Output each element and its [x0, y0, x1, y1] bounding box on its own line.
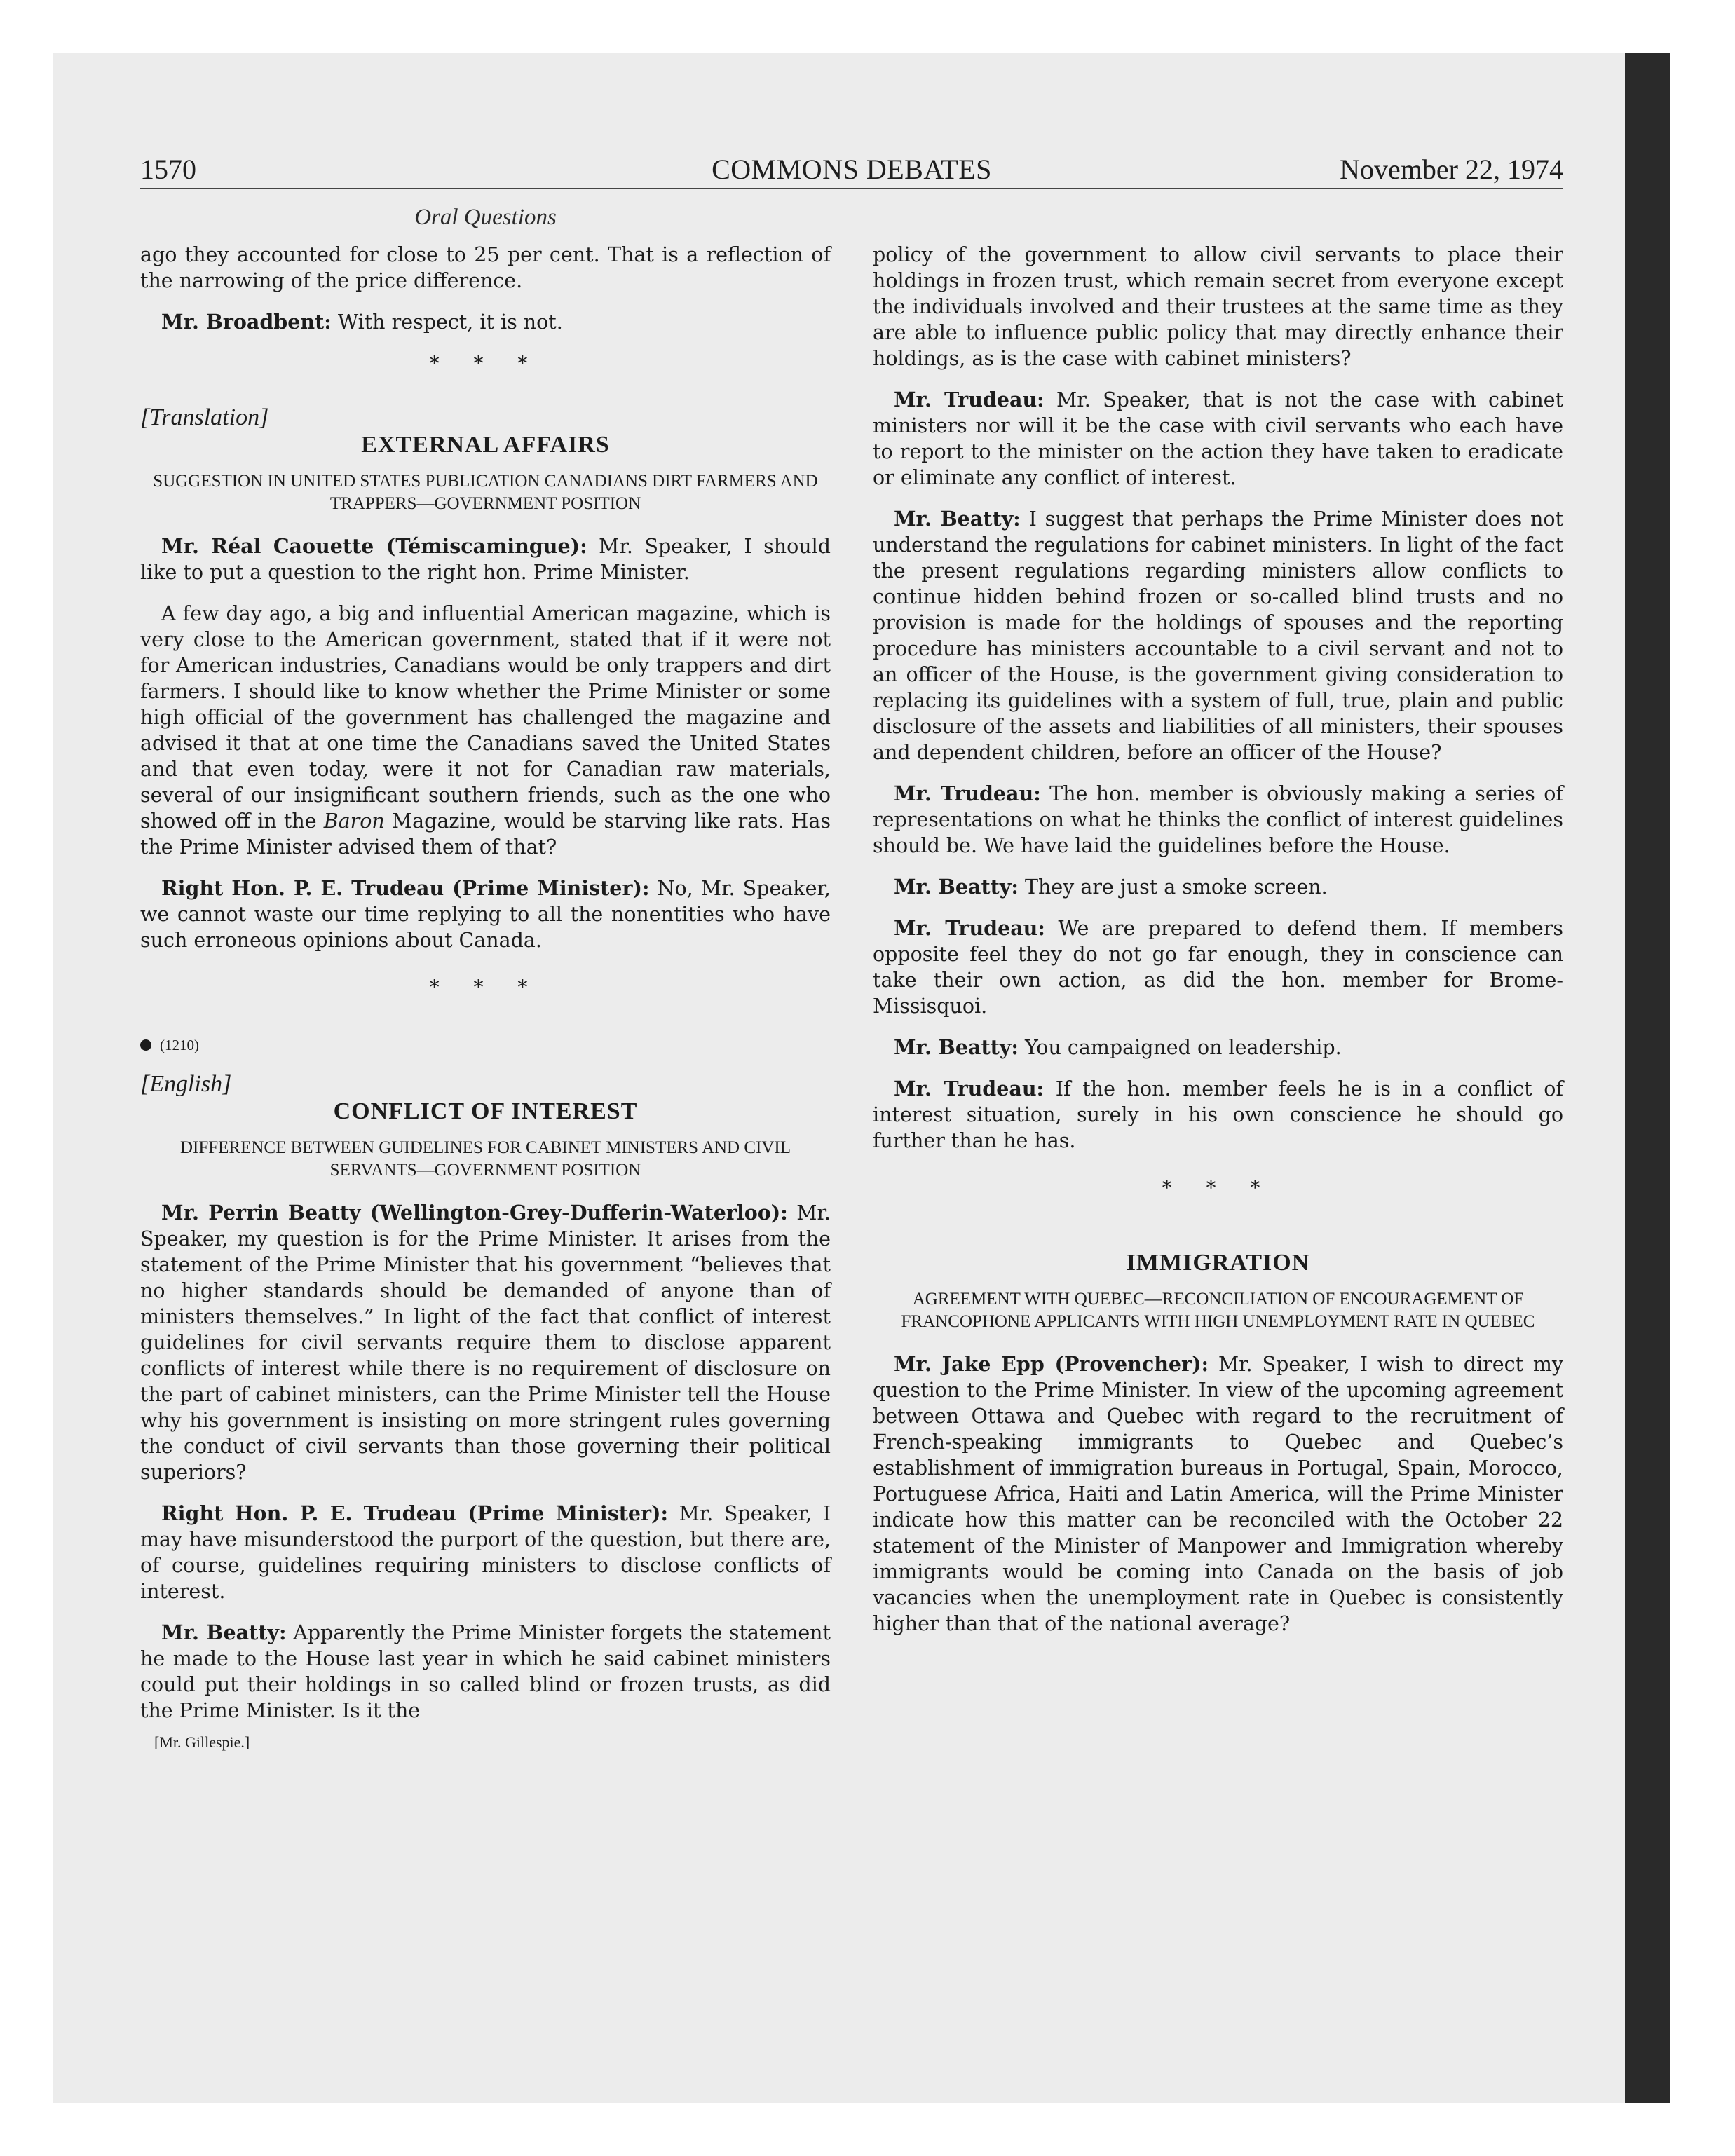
speaker-name: Mr. Trudeau:	[894, 916, 1045, 940]
speaker-name: Mr. Beatty:	[894, 875, 1019, 899]
paragraph	[873, 506, 1563, 765]
speaker-name: Mr. Perrin Beatty (Wellington-Grey-Dufferin-Waterloo):	[161, 1201, 788, 1224]
speech-text: Mr. Speaker, I may have misunderstood the purport of the question, but there are, of course, guidelines requiring ministers to disclose conflicts of interest.	[140, 1502, 831, 1603]
paragraph	[140, 533, 831, 585]
speech-text: Mr. Speaker, that is not the case with cabinet ministers nor will it be the case with civil servants who each have to report to the minister on the action they have taken to eradicate or eliminate any conflict of interest.	[873, 388, 1564, 489]
section-heading: EXTERNAL AFFAIRS	[361, 432, 610, 458]
speaker-name: Mr. Trudeau:	[894, 388, 1045, 411]
paragraph: ago they accounted for close to 25 per cent. That is a reflection of the narrowing of the price difference.	[140, 243, 831, 292]
page-number: 1570	[140, 153, 196, 185]
speech-text: You campaigned on leadership.	[1018, 1036, 1342, 1059]
speaker-name: Mr. Trudeau:	[894, 1077, 1045, 1100]
speaker-name: Mr. Beatty:	[894, 1035, 1019, 1059]
section-subheading: DIFFERENCE BETWEEN GUIDELINES FOR CABINET MINISTERS AND CIVIL SERVANTS—GOVERNMENT POSITION	[179, 1138, 791, 1180]
speaker-name: Mr. Trudeau:	[894, 782, 1041, 805]
section-separator: * * *	[1162, 1176, 1274, 1199]
speaker-name: Right Hon. P. E. Trudeau (Prime Minister):	[161, 1501, 669, 1525]
section-separator: * * *	[429, 976, 542, 999]
speech-text: Mr. Speaker, my question is for the Prime Minister. It arises from the statement of the Prime Minister that his government “believes that no higher standards should be demanded of anyone than of ministers themselves.” In light of the fact that conflict of interest guidelines for civil servants require them to disclose apparent conflicts of interest while there is no requirement of disclosure on the part of cabinet ministers, can the Prime Minister tell the House why his government is insisting on more stringent rules governing the conduct of civil servants than those governing their political superiors?	[140, 1201, 831, 1484]
section-subheading: SUGGESTION IN UNITED STATES PUBLICATION CANADIANS DIRT FARMERS AND TRAPPERS—GOVERNMENT POSITION	[153, 472, 818, 513]
speech-text: Magazine, would be starving like rats. Has the Prime Minister advised them of that?	[140, 810, 831, 859]
running-head: Oral Questions	[414, 205, 557, 230]
paragraph: policy of the government to allow civil servants to place their holdings in frozen trust, which remain secret from everyone except the individuals involved and their trustees at the same time as they are able to influence public policy that may directly enhance their holdings, as is the case with cabinet ministers?	[873, 243, 1563, 370]
paragraph	[140, 601, 831, 860]
speaker-name: Mr. Beatty:	[894, 507, 1021, 531]
speech-text: They are just a smoke screen.	[1018, 875, 1328, 899]
time-marker	[140, 1032, 831, 1058]
speech-text: We are prepared to defend them. If members opposite feel they do not go far enough, they in conscience can take their own action, as did the hon. member for Brome-Missisquoi.	[873, 917, 1563, 1018]
paragraph	[140, 309, 831, 335]
paragraph	[140, 1501, 831, 1604]
publication-date: November 22, 1974	[1340, 153, 1563, 185]
speech-text: Apparently the Prime Minister forgets the statement he made to the House last year in which he said cabinet ministers could put their holdings in so called blind or frozen trusts, as did the Prime Minister. Is it the	[140, 1621, 831, 1722]
page-header	[140, 153, 1563, 189]
speech-text: With respect, it is not.	[331, 311, 563, 334]
speaker-name: Mr. Jake Epp (Provencher):	[894, 1352, 1209, 1376]
language-note: [Translation]	[140, 404, 269, 430]
speech-text: I suggest that perhaps the Prime Minister does not understand the regulations for cabinet ministers. In light of the fact the present regulations regarding ministers allow conflicts to continue hidden behind frozen or so-called blind trusts and no provision is made for the holdings of spouses and the reporting procedure has ministers accountable to a civil servant and not to an officer of the House, is the government giving consideration to replacing its guidelines with a system of full, true, plain and public disclosure of the assets and liabilities of all ministers, their spouses and dependent children, before an officer of the House?	[873, 507, 1564, 764]
speaker-name: Right Hon. P. E. Trudeau (Prime Minister):	[161, 876, 650, 900]
speech-text: Mr. Speaker, I should like to put a question to the right hon. Prime Minister.	[140, 535, 831, 584]
paragraph	[873, 915, 1563, 1019]
scan-edge-shadow	[1625, 53, 1670, 2103]
paragraph	[140, 875, 831, 953]
speech-text: No, Mr. Speaker, we cannot waste our time replying to all the nonentities who have such erroneous opinions about Canada.	[140, 877, 831, 952]
speaker-name: Mr. Beatty:	[161, 1621, 287, 1644]
paragraph	[873, 387, 1563, 491]
speech-text: The hon. member is obviously making a series of representations on what he thinks the conflict of interest guidelines should be. We have laid the guidelines before the House.	[873, 782, 1563, 857]
left-column	[140, 242, 831, 1755]
section-heading: IMMIGRATION	[1126, 1250, 1310, 1276]
paragraph	[140, 1200, 831, 1485]
paragraph	[873, 781, 1563, 859]
magazine-title: Baron	[323, 810, 385, 833]
paragraph	[873, 1076, 1563, 1154]
speaker-name: Mr. Broadbent:	[161, 310, 332, 334]
paragraph	[140, 1620, 831, 1724]
right-column	[873, 242, 1563, 1652]
paragraph	[873, 1351, 1563, 1637]
language-note: [English]	[140, 1071, 232, 1097]
speech-text: Mr. Speaker, I wish to direct my question to the Prime Minister. In view of the upcoming agreement between Ottawa and Quebec with regard to the recruitment of French-speaking immigrants to Quebec and Quebec’s establishment of immigration bureaus in Portugal, Spain, Morocco, Portuguese Africa, Haiti and Latin America, will the Prime Minister indicate how this matter can be reconciled with the October 22 statement of the Minister of Manpower and Immigration whereby immigrants would be coming into Canada on the basis of job vacancies when the unemployment rate in Quebec is consistently higher than that of the national average?	[873, 1353, 1563, 1635]
time-marker-label: (1210)	[160, 1037, 199, 1053]
bullet-icon	[140, 1039, 151, 1051]
publication-title: COMMONS DEBATES	[712, 153, 992, 185]
section-heading: CONFLICT OF INTEREST	[333, 1098, 638, 1124]
speech-text: If the hon. member feels he is in a conflict of interest situation, surely in his own conscience he should go further than he has.	[873, 1077, 1563, 1152]
speaker-name: Mr. Réal Caouette (Témiscamingue):	[161, 534, 587, 558]
section-subheading: AGREEMENT WITH QUEBEC—RECONCILIATION OF ENCOURAGEMENT OF FRANCOPHONE APPLICANTS WITH HIGH UNEMPLOYMENT RATE IN QUEBEC	[901, 1290, 1535, 1331]
paragraph	[873, 874, 1563, 900]
page-footnote: [Mr. Gillespie.]	[154, 1733, 250, 1751]
paragraph	[873, 1035, 1563, 1060]
section-separator: * * *	[429, 352, 542, 375]
speech-text: A few day ago, a big and influential American magazine, which is very close to the American government, stated that if it were not for American industries, Canadians would be only trappers and dirt farmers. I should like to know whether the Prime Minister or some high official of the government has challenged the magazine and advised it that at one time the Canadians saved the United States and that even today, were it not for Canadian raw materials, several of our insignificant southern friends, such as the one who showed off in the	[140, 602, 831, 833]
